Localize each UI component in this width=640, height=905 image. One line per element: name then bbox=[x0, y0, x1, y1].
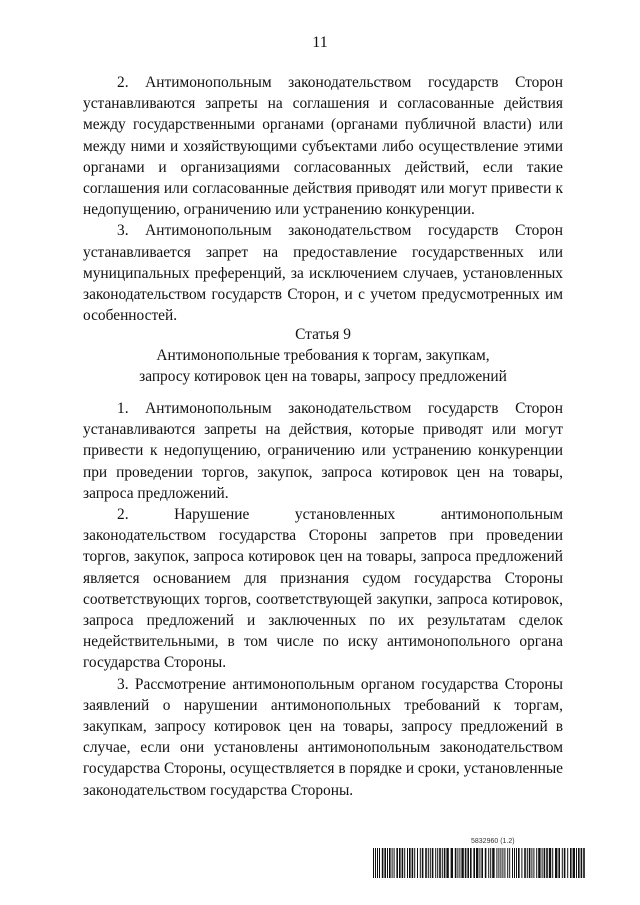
article-title-line-1: Антимонопольные требования к торгам, закупкам, bbox=[156, 347, 490, 364]
paragraph-b-2: 2. Нарушение установленных антимонопольным законодательством государства Стороны запретов при проведении торгов, закупок, запроса котировок цен на товары, запроса предложений является основанием для признания судом государства Стороны соответствующих торгов, соответствующей закупки, запроса котировок, запроса предложений и заключенных по их результатам сделок недействительными, в том числе по иску антимонопольного органа государства Стороны. bbox=[83, 506, 563, 672]
article-title-line-2: запросу котировок цен на товары, запросу предложений bbox=[139, 368, 507, 385]
article-heading bbox=[83, 324, 563, 387]
paragraph-a-3: 3. Антимонопольным законодательством государств Сторон устанавливается запрет на предоставление государственных или муниципальных преференций, за исключением случаев, установленных законодательством государств Сторон, и с учетом предусмотренных им особенностей. bbox=[83, 222, 563, 325]
document-barcode-area bbox=[373, 838, 585, 882]
document-code: 5832960 (1.2) bbox=[471, 838, 515, 845]
barcode-icon bbox=[373, 848, 585, 878]
paragraph-b-3: 3. Рассмотрение антимонопольным органом государства Стороны заявлений о нарушении антимонопольных требований к торгам, закупкам, запросу котировок цен на товары, запросу предложений в случае, если они установлены антимонопольным законодательством государства Стороны, осуществляется в порядке и сроки, установленные законодательством государства Стороны. bbox=[83, 675, 563, 799]
section-a bbox=[83, 72, 563, 326]
article-number: Статья 9 bbox=[295, 326, 351, 343]
paragraph-a-2: 2. Антимонопольным законодательством государств Сторон устанавливаются запреты на соглашения и согласованные действия между государственными органами (органами публичной власти) или между ними и хозяйствующими субъектами либо осуществление этими органами и организациями согласованных действий, если такие соглашения или согласованные действия приводят или могут привести к недопущению, ограничению или устранению конкуренции. bbox=[83, 74, 563, 219]
section-b bbox=[83, 398, 563, 801]
page-number: 11 bbox=[312, 34, 328, 51]
paragraph-b-1: 1. Антимонопольным законодательством государств Сторон устанавливаются запреты на действия, которые приводят или могут привести к недопущению, ограничению или устранению конкуренции при проведении торгов, закупок, запроса котировок цен на товары, запроса предложений. bbox=[83, 400, 563, 502]
